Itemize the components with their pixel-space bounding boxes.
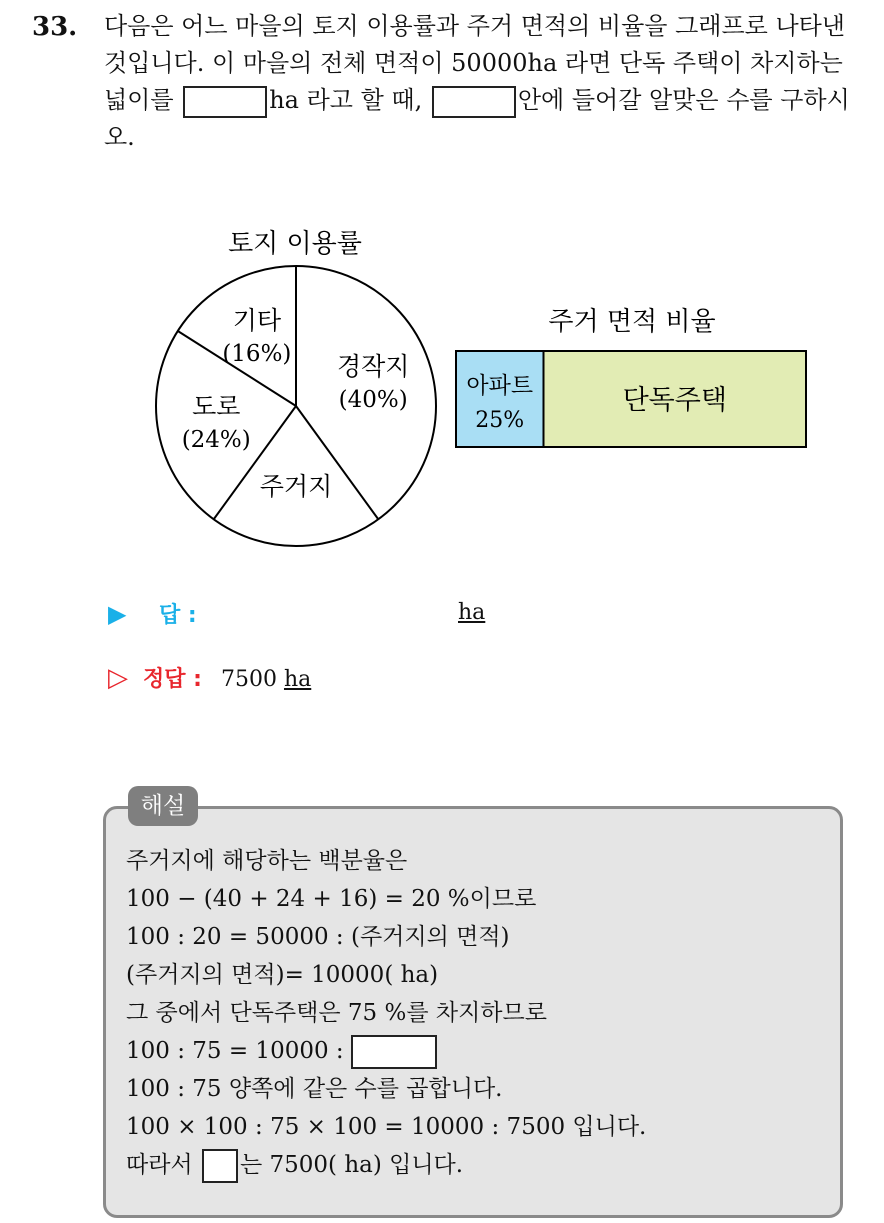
filled-triangle-icon: ▶: [108, 600, 127, 628]
bar-chart-title: 주거 면적 비율: [548, 307, 716, 337]
answer-label: 답 :: [159, 603, 197, 628]
explanation-line: [126, 1032, 646, 1070]
question-part-1: 다음은 어느 마을의 토지 이용률과 주거 면적의 비율을 그래프로 나타낸 것입니다. 이 마을의 전체 면적이 50000ha 라면 단독 주택이 차지하는 넓이를: [104, 12, 845, 114]
answer-blank[interactable]: [183, 86, 267, 118]
explanation-line-text: 100 : 75 = 10000 :: [126, 1038, 344, 1064]
explanation-line: 100 − (40 + 24 + 16) = 20 %이므로: [126, 886, 537, 912]
explanation-line-text: 는 7500( ha) 입니다.: [239, 1152, 464, 1178]
pie-slice-label: 기타: [232, 305, 282, 335]
explanation-line: 그 중에서 단독주택은 75 %를 차지하므로: [126, 1000, 547, 1026]
answer-blank[interactable]: [432, 86, 516, 118]
pie-slice-value: (16%): [222, 340, 292, 367]
explanation-line: (주거지의 면적)= 10000( ha): [126, 962, 439, 988]
explanation-line: 100 × 100 : 75 × 100 = 10000 : 7500 입니다.: [126, 1114, 647, 1140]
correct-answer-unit: ha: [283, 667, 312, 692]
question-part-3: 안에 들어갈 알맞은 수를 구하시오.: [104, 86, 850, 151]
pie-slice-value: (40%): [338, 386, 408, 413]
pie-chart-title: 토지 이용률: [228, 229, 362, 259]
pie-slice-value: (24%): [181, 427, 251, 454]
charts: [0, 200, 884, 560]
bar-chart: [456, 351, 806, 447]
explanation-line-text: 따라서: [126, 1152, 193, 1178]
pie-slice-label: 도로: [192, 392, 241, 422]
explanation-text: [126, 842, 646, 1184]
answer-unit: ha: [458, 600, 486, 625]
bar-segment-value: 25%: [475, 408, 525, 433]
bar-segment-label: 아파트: [466, 373, 534, 399]
question-number: 33.: [32, 12, 78, 42]
question-part-2: ha 라고 할 때,: [269, 86, 423, 114]
bar-segment-label: 단독주택: [622, 385, 727, 416]
explanation-line: 100 : 75 양쪽에 같은 수를 곱합니다.: [126, 1076, 503, 1102]
answer-row: [108, 598, 486, 629]
answer-box: [351, 1035, 437, 1069]
question-text: [104, 8, 864, 156]
outline-triangle-icon: ▷: [108, 663, 128, 693]
pie-slice-label: 주거지: [259, 472, 333, 502]
correct-answer-row: [108, 662, 311, 693]
explanation-line: [126, 1146, 646, 1184]
answer-box: [202, 1149, 238, 1183]
explanation-line: 100 : 20 = 50000 : (주거지의 면적): [126, 924, 510, 950]
correct-answer-value: 7500: [220, 667, 277, 692]
correct-answer-label: 정답 :: [143, 667, 202, 692]
explanation-tag: 해설: [128, 786, 198, 826]
pie-slice-label: 경작지: [336, 351, 410, 381]
explanation-line: 주거지에 해당하는 백분율은: [126, 848, 408, 874]
pie-chart: [156, 266, 436, 546]
